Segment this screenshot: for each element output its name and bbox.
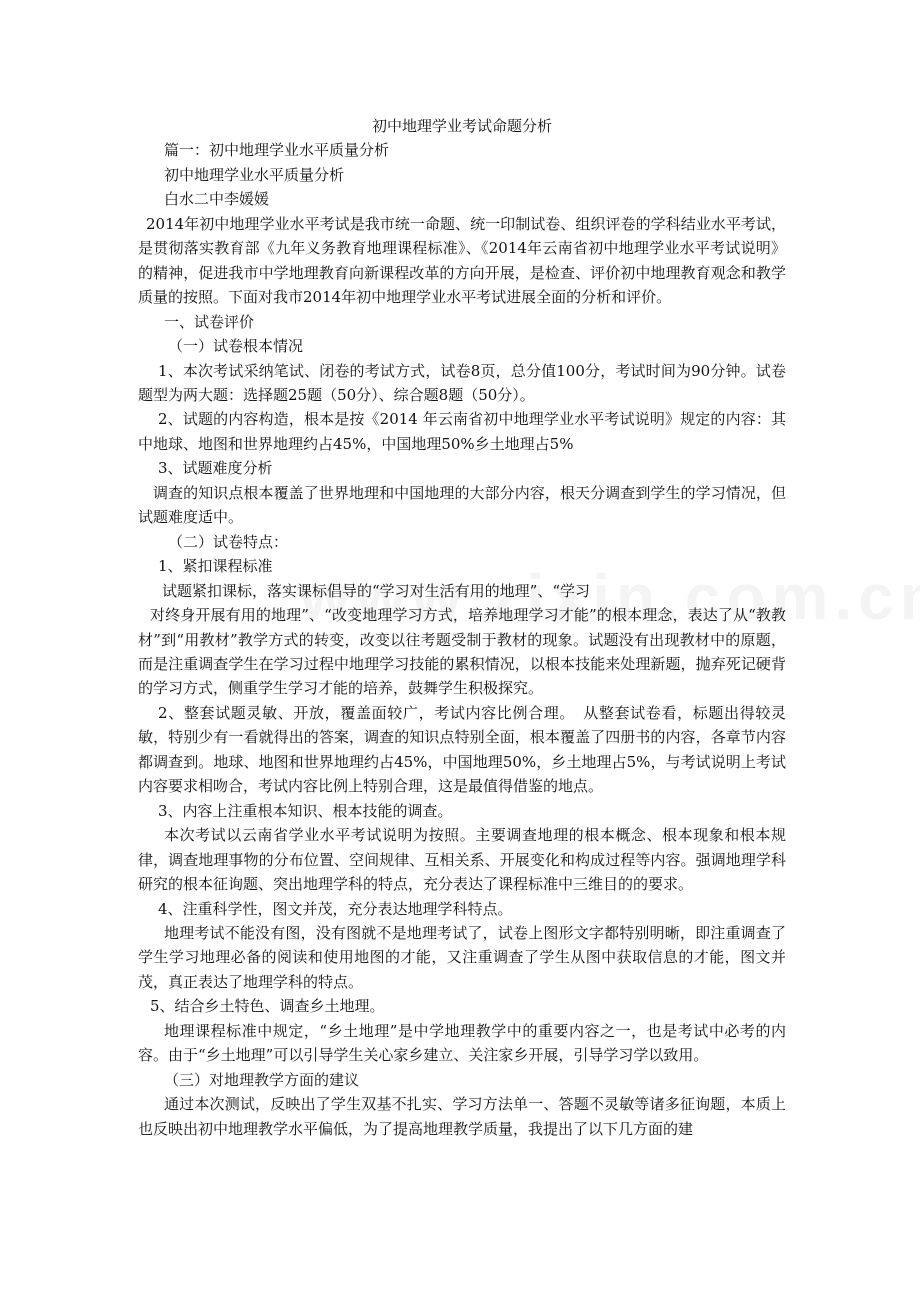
heading-local-geography: 5、结合乡土特色、调查乡土地理。 <box>150 997 385 1016</box>
paragraph-exam-format: 1、本次考试采纳笔试、闭卷的考试方式，试卷8页，总分值100分，考试时间为90分钟。试卷题型为两大题：选择题25题（50分）、综合题8题（50分）。 <box>138 361 786 404</box>
paragraph-curriculum-lead: 试题紧扣课标，落实课标倡导的“学习对生活有用的地理”、“学习 <box>162 581 591 600</box>
heading-difficulty: 3、试题难度分析 <box>158 459 273 478</box>
heading-scientific: 4、注重科学性，图文并茂，充分表达地理学科特点。 <box>158 899 513 918</box>
heading-basic-situation: （一）试卷根本情况 <box>168 337 304 356</box>
heading-features: （二）试卷特点： <box>168 532 289 551</box>
heading-curriculum-standard: 1、紧扣课程标准 <box>158 557 273 576</box>
paragraph-maps: 地理考试不能没有图，没有图就不是地理考试了，试卷上图形文字都特别明晰，即注重调查了学生学习地理必备的阅读和使用地图的才能，又注重调查了学生从图中获取信息的才能，图文并茂，真正表达了地理学科的特点。 <box>138 923 786 991</box>
paragraph-content-structure: 2、试题的内容构造，根本是按《2014 年云南省初中地理学业水平考试说明》规定的内容：其中地球、地图和世界地理约占45%，中国地理50%乡土地理占5% <box>138 410 786 453</box>
document-body <box>138 114 786 1141</box>
section-heading-part-one: 篇一：初中地理学业水平质量分析 <box>164 141 390 160</box>
author-line: 白水二中李媛媛 <box>164 190 270 209</box>
paragraph-suggestions: 通过本次测试，反映出了学生双基不扎实、学习方法单一、答题不灵敏等诸多征询题，本质上也反映出初中地理教学水平偏低，为了提高地理教学质量，我提出了以下几方面的建 <box>138 1095 786 1138</box>
paragraph-curriculum-body: 对终身开展有用的地理”、“改变地理学习方式，培养地理学习才能”的根本理念，表达了从“教教材”到“用教材”教学方式的转变，改变以往考题受制于教材的现象。试题没有出现教材中的原题，而是注重调查学生在学习过程中地理学习技能的累积情况，以根本技能来处理新题，抛弃死记硬背的学习方式，侧重学生学习才能的培养，鼓舞学生积极探究。 <box>138 606 786 698</box>
document-title: 初中地理学业考试命题分析 <box>371 117 552 135</box>
subtitle: 初中地理学业水平质量分析 <box>164 165 345 184</box>
paragraph-basic-knowledge: 本次考试以云南省学业水平考试说明为按照。主要调查地理的根本概念、根本现象和根本规律，调查地理事物的分布位置、空间规律、互相关系、开展变化和构成过程等内容。强调地理学科研究的根本征询题、突出地理学科的特点，充分表达了课程标准中三维目的的要求。 <box>138 826 786 894</box>
heading-basic-knowledge: 3、内容上注重根本知识、根本技能的调查。 <box>158 801 453 820</box>
heading-exam-evaluation: 一、试卷评价 <box>164 312 255 331</box>
paragraph-open-questions: 2、整套试题灵敏、开放，覆盖面较广，考试内容比例合理。 从整套试卷看，标题出得较灵敏，特别少有一看就得出的答案，调查的知识点特别全面，根本覆盖了四册书的内容，各章节内容都调查到。地球、地图和世界地理约占45%，中国地理50%，乡土地理占5%，与考试说明上考试内容要求相吻合，考试内容比例上特别合理，这是最值得借鉴的地点。 <box>138 703 786 796</box>
paragraph-difficulty: 调查的知识点根本覆盖了世界地理和中国地理的大部分内容，根天分调查到学生的学习情况，但试题难度适中。 <box>138 483 786 527</box>
intro-paragraph: 2014年初中地理学业水平考试是我市统一命题、统一印制试卷、组织评卷的学科结业水平考试，是贯彻落实教育部《九年义务教育地理课程标准》、《2014年云南省初中地理学业水平考试说明》的精神，促进我市中学地理教育向新课程改革的方向开展，是检查、评价初中地理教育观念和教学质量的按照。下面对我市2014年初中地理学业水平考试进展全面的分析和评价。 <box>138 214 786 307</box>
paragraph-local-geography: 地理课程标准中规定，“乡土地理”是中学地理教学中的重要内容之一，也是考试中必考的内容。由于“乡土地理”可以引导学生关心家乡建立、关注家乡开展，引导学习学以致用。 <box>138 1021 786 1065</box>
heading-suggestions: （三）对地理教学方面的建议 <box>164 1070 360 1089</box>
